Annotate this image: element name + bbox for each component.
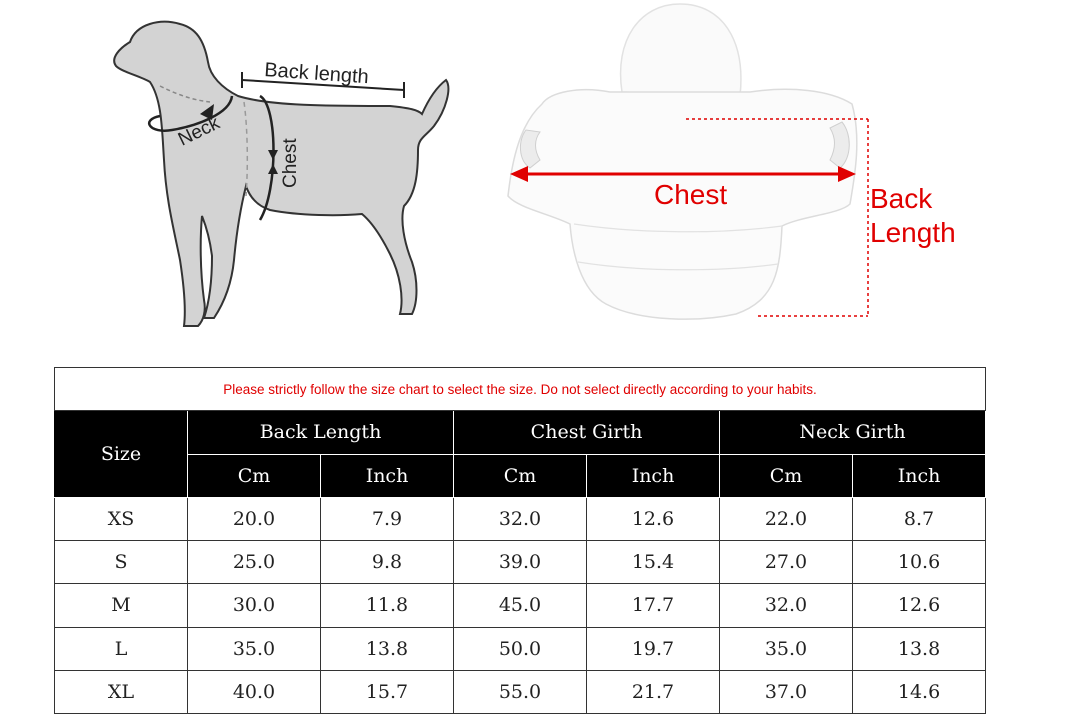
table-row bbox=[55, 541, 986, 584]
group-header-row bbox=[55, 411, 986, 454]
value-cell: 45.0 bbox=[454, 584, 587, 627]
jacket-hood bbox=[621, 4, 741, 96]
back-length-header: Back Length bbox=[188, 411, 454, 454]
jacket-measurement-diagram bbox=[490, 0, 990, 340]
chest-girth-header: Chest Girth bbox=[454, 411, 720, 454]
value-cell: 32.0 bbox=[454, 497, 587, 540]
size-column-header: Size bbox=[55, 411, 188, 498]
notice-row bbox=[55, 368, 986, 411]
size-cell: XL bbox=[55, 670, 188, 713]
value-cell: 19.7 bbox=[587, 627, 720, 670]
unit-header: Cm bbox=[188, 454, 321, 497]
value-cell: 27.0 bbox=[720, 541, 853, 584]
unit-header: Inch bbox=[853, 454, 986, 497]
value-cell: 30.0 bbox=[188, 584, 321, 627]
value-cell: 22.0 bbox=[720, 497, 853, 540]
value-cell: 15.7 bbox=[321, 670, 454, 713]
value-cell: 14.6 bbox=[853, 670, 986, 713]
size-notice: Please strictly follow the size chart to select the size. Do not select directly according to your habits. bbox=[55, 368, 986, 411]
neck-girth-header: Neck Girth bbox=[720, 411, 986, 454]
value-cell: 32.0 bbox=[720, 584, 853, 627]
size-chart-table bbox=[54, 367, 986, 714]
value-cell: 11.8 bbox=[321, 584, 454, 627]
size-cell: M bbox=[55, 584, 188, 627]
table-row bbox=[55, 627, 986, 670]
value-cell: 25.0 bbox=[188, 541, 321, 584]
unit-header: Inch bbox=[321, 454, 454, 497]
back-length-label: Back length bbox=[263, 59, 370, 89]
size-cell: S bbox=[55, 541, 188, 584]
table-row bbox=[55, 670, 986, 713]
value-cell: 39.0 bbox=[454, 541, 587, 584]
value-cell: 7.9 bbox=[321, 497, 454, 540]
value-cell: 50.0 bbox=[454, 627, 587, 670]
dog-measurement-diagram bbox=[100, 10, 480, 340]
value-cell: 15.4 bbox=[587, 541, 720, 584]
unit-header: Cm bbox=[454, 454, 587, 497]
value-cell: 21.7 bbox=[587, 670, 720, 713]
value-cell: 9.8 bbox=[321, 541, 454, 584]
value-cell: 37.0 bbox=[720, 670, 853, 713]
jacket-chest-label: Chest bbox=[654, 179, 728, 210]
value-cell: 35.0 bbox=[188, 627, 321, 670]
unit-header: Inch bbox=[587, 454, 720, 497]
chest-label: Chest bbox=[280, 138, 301, 188]
unit-header: Cm bbox=[720, 454, 853, 497]
value-cell: 55.0 bbox=[454, 670, 587, 713]
value-cell: 35.0 bbox=[720, 627, 853, 670]
value-cell: 10.6 bbox=[853, 541, 986, 584]
value-cell: 12.6 bbox=[853, 584, 986, 627]
value-cell: 13.8 bbox=[321, 627, 454, 670]
table-row bbox=[55, 497, 986, 540]
size-cell: XS bbox=[55, 497, 188, 540]
value-cell: 17.7 bbox=[587, 584, 720, 627]
neck-label: Neck bbox=[174, 112, 224, 151]
jacket-length-label: Length bbox=[870, 217, 956, 248]
value-cell: 20.0 bbox=[188, 497, 321, 540]
value-cell: 12.6 bbox=[587, 497, 720, 540]
size-cell: L bbox=[55, 627, 188, 670]
value-cell: 40.0 bbox=[188, 670, 321, 713]
unit-header-row bbox=[55, 454, 986, 497]
value-cell: 8.7 bbox=[853, 497, 986, 540]
value-cell: 13.8 bbox=[853, 627, 986, 670]
table-row bbox=[55, 584, 986, 627]
jacket-back-label: Back bbox=[870, 183, 933, 214]
